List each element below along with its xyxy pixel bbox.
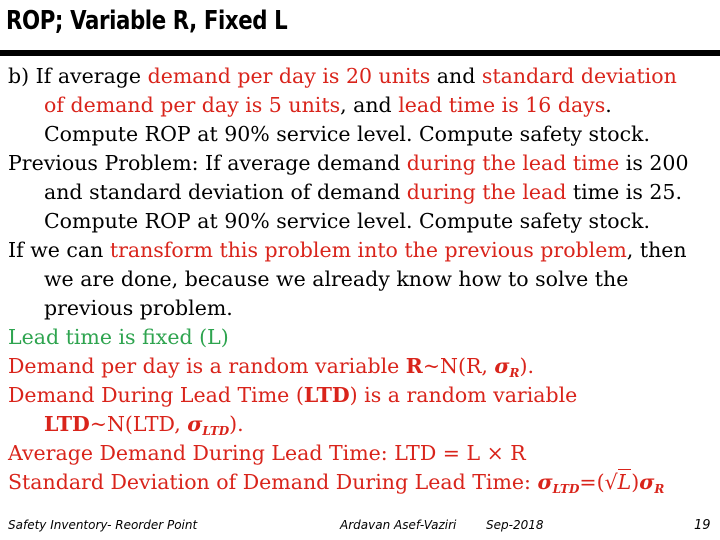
text: ~N(LTD, [89, 412, 188, 436]
highlight-text: during the lead [406, 180, 567, 204]
subscript: LTD [552, 482, 580, 496]
subscript: R [654, 482, 665, 496]
line-12 [8, 381, 714, 410]
math-var: LTD [44, 412, 90, 436]
line-2 [8, 91, 714, 120]
math-var: R [405, 354, 423, 378]
highlight-text: of demand per day is 5 units [44, 93, 341, 117]
line-5 [8, 178, 714, 207]
line-3: Compute ROP at 90% service level. Compute safety stock. [44, 122, 650, 146]
line-13 [8, 410, 714, 439]
text: , then [626, 238, 687, 262]
line-6: Compute ROP at 90% service level. Compute safety stock. [44, 209, 650, 233]
line-7 [8, 236, 714, 265]
text: is 200 [619, 151, 689, 175]
text: , and [340, 93, 399, 117]
sigma-symbol: σ [187, 412, 203, 436]
sqrt-operand: L [617, 470, 632, 494]
text: and standard deviation of demand [44, 180, 407, 204]
highlight-text: transform this problem into the previous problem [109, 238, 627, 262]
highlight-text: demand per day is 20 units [147, 64, 431, 88]
text: ). [229, 412, 244, 436]
text: Standard Deviation of Demand During Lead Time: [8, 470, 538, 494]
highlight-text: during the lead time [406, 151, 620, 175]
line-8: we are done, because we already know how to solve the [44, 267, 629, 291]
slide-title: ROP; Variable R, Fixed L [6, 6, 288, 36]
text: ). [519, 354, 535, 378]
text: =(√ [579, 470, 618, 494]
text: and [430, 64, 482, 88]
line-4 [8, 149, 714, 178]
subscript: R [509, 366, 520, 380]
text: Demand per day is a random variable [8, 354, 406, 378]
highlight-text: lead time is 16 days [398, 93, 606, 117]
title-rule [0, 50, 720, 56]
line-9: previous problem. [44, 296, 233, 320]
math-var: LTD [303, 383, 350, 407]
subscript: LTD [202, 424, 230, 438]
sigma-symbol: σ [494, 354, 510, 378]
page-number: 19 [694, 518, 711, 533]
text: ~N(R, [422, 354, 495, 378]
text: Demand During Lead Time ( [8, 383, 304, 407]
text: Previous Problem: If average demand [8, 151, 407, 175]
text: ) [631, 470, 640, 494]
text: b) If average [8, 64, 148, 88]
sigma-symbol: σ [537, 470, 553, 494]
footer-course: Safety Inventory- Reorder Point [8, 518, 198, 532]
text: If we can [8, 238, 110, 262]
text: . [605, 93, 612, 117]
line-10: Lead time is fixed (L) [8, 325, 229, 349]
footer-author: Ardavan Asef-Vaziri [340, 518, 457, 532]
highlight-text: standard deviation [481, 64, 677, 88]
slide-body [8, 62, 714, 497]
text: ) is a random variable [349, 383, 578, 407]
sigma-symbol: σ [639, 470, 655, 494]
line-15 [8, 468, 714, 497]
text: time is 25. [566, 180, 682, 204]
line-1 [8, 62, 714, 91]
line-14: Average Demand During Lead Time: LTD = L × R [8, 441, 526, 465]
footer-date: Sep-2018 [486, 518, 544, 532]
line-11 [8, 352, 714, 381]
